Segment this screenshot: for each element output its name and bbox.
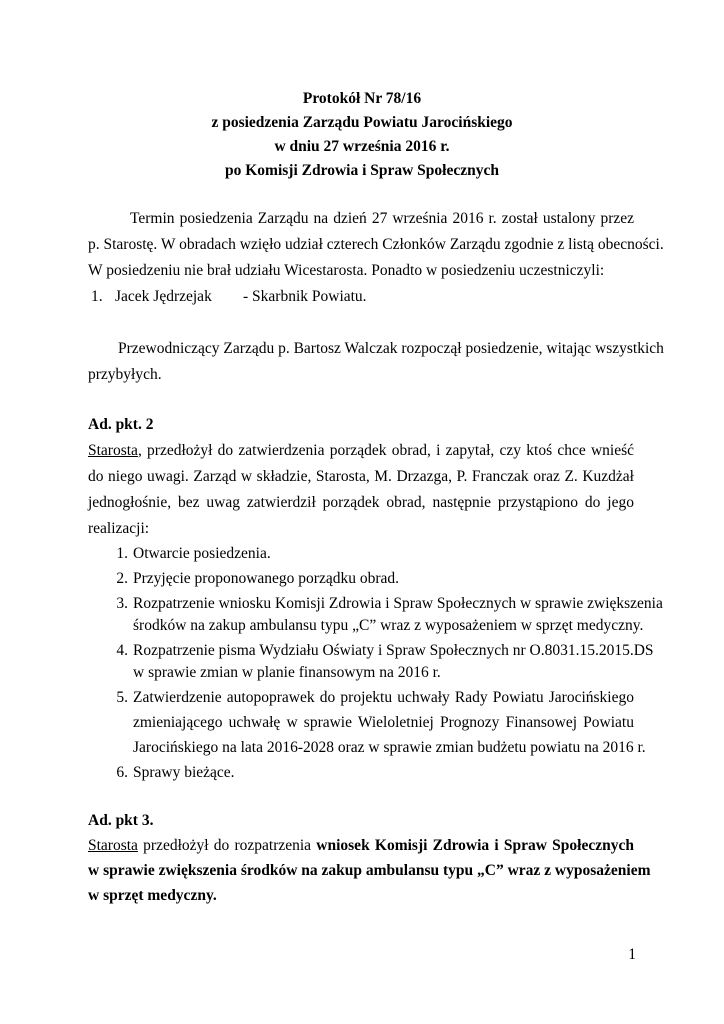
agenda-item-text: Rozpatrzenie wniosku Komisji Zdrowia i Spraw Społecznych w sprawie zwiększenia (133, 595, 663, 612)
intro-line-3: W posiedzeniu nie brał udziału Wicestarosta. Ponadto w posiedzeniu uczestniczyli: (88, 262, 605, 279)
meeting-subtitle: z posiedzenia Zarządu Powiatu Jarocińskiego (211, 114, 513, 131)
opening-line-1: Przewodniczący Zarządu p. Bartosz Walczak rozpoczął posiedzenie, witając wszystkich (118, 340, 664, 357)
pkt2-line-3: jednogłośnie, bez uwag zatwierdził porządek obrad, następnie przystąpiono do jego (88, 494, 634, 511)
attendee-role: - Skarbnik Powiatu. (243, 288, 367, 305)
agenda-item-text: Rozpatrzenie pisma Wydziału Oświaty i Spraw Społecznych nr O.8031.15.2015.DS (133, 642, 654, 659)
pkt2-line-1 (88, 442, 634, 460)
pkt2-line-1-text: , przedłożył do zatwierdzenia porządek obrad, i zapytał, czy ktoś chce wnieść (137, 442, 634, 459)
agenda-item-text: Przyjęcie proponowanego porządku obrad. (133, 570, 399, 587)
attendee-number: 1. (91, 288, 103, 305)
agenda-item-number: 1. (116, 545, 128, 562)
agenda-item-text: środków na zakup ambulansu typu „C” wraz z wyposażeniem w sprzęt medyczny. (133, 617, 644, 634)
agenda-item-number: 5. (116, 689, 128, 706)
agenda-item-text: Zatwierdzenie autopoprawek do projektu uchwały Rady Powiatu Jarocińskiego (133, 689, 634, 706)
protocol-title: Protokół Nr 78/16 (302, 90, 422, 107)
intro-line-2: p. Starostę. W obradach wzięło udział czterech Członków Zarządu zgodnie z listą obecności. (88, 236, 664, 253)
opening-line-2: przybyłych. (88, 366, 162, 383)
pkt3-line-2: w sprawie zwiększenia środków na zakup ambulansu typu „C” wraz z wyposażeniem (88, 862, 651, 879)
agenda-item-number: 4. (116, 642, 128, 659)
attendee-name: Jacek Jędrzejak (115, 288, 212, 305)
agenda-item-text: Otwarcie posiedzenia. (133, 545, 271, 562)
page-number: 1 (628, 946, 636, 963)
meeting-committee: po Komisji Zdrowia i Spraw Społecznych (224, 162, 499, 179)
meeting-date: w dniu 27 września 2016 r. (274, 138, 450, 155)
pkt3-line-1 (88, 837, 634, 855)
intro-line-1: Termin posiedzenia Zarządu na dzień 27 września 2016 r. został ustalony przez (130, 210, 634, 227)
agenda-item-text: zmieniającego uchwałę w sprawie Wieloletniej Prognozy Finansowej Powiatu (133, 714, 634, 731)
agenda-item-number: 3. (116, 595, 128, 612)
pkt3-line-1-text: przedłożył do rozpatrzenia (137, 837, 317, 854)
section-heading-pkt3: Ad. pkt 3. (88, 812, 154, 829)
starosta-label: Starosta (88, 442, 138, 459)
pkt2-line-4: realizacji: (88, 520, 150, 537)
pkt3-line-1-bold: wniosek Komisji Zdrowia i Spraw Społecznych (316, 837, 634, 854)
agenda-item-number: 2. (116, 570, 128, 587)
starosta-label: Starosta (88, 837, 138, 854)
pkt3-line-3: w sprzęt medyczny. (88, 887, 217, 904)
agenda-item-text: w sprawie zmian w planie finansowym na 2016 r. (133, 664, 441, 681)
section-heading-pkt2: Ad. pkt. 2 (88, 416, 154, 433)
agenda-item-number: 6. (116, 764, 128, 781)
agenda-item-text: Sprawy bieżące. (133, 764, 235, 781)
agenda-item-text: Jarocińskiego na lata 2016-2028 oraz w sprawie zmian budżetu powiatu na 2016 r. (133, 739, 646, 756)
pkt2-line-2: do niego uwagi. Zarząd w składzie, Starosta, M. Drzazga, P. Franczak oraz Z. Kuzdżał (88, 468, 634, 485)
